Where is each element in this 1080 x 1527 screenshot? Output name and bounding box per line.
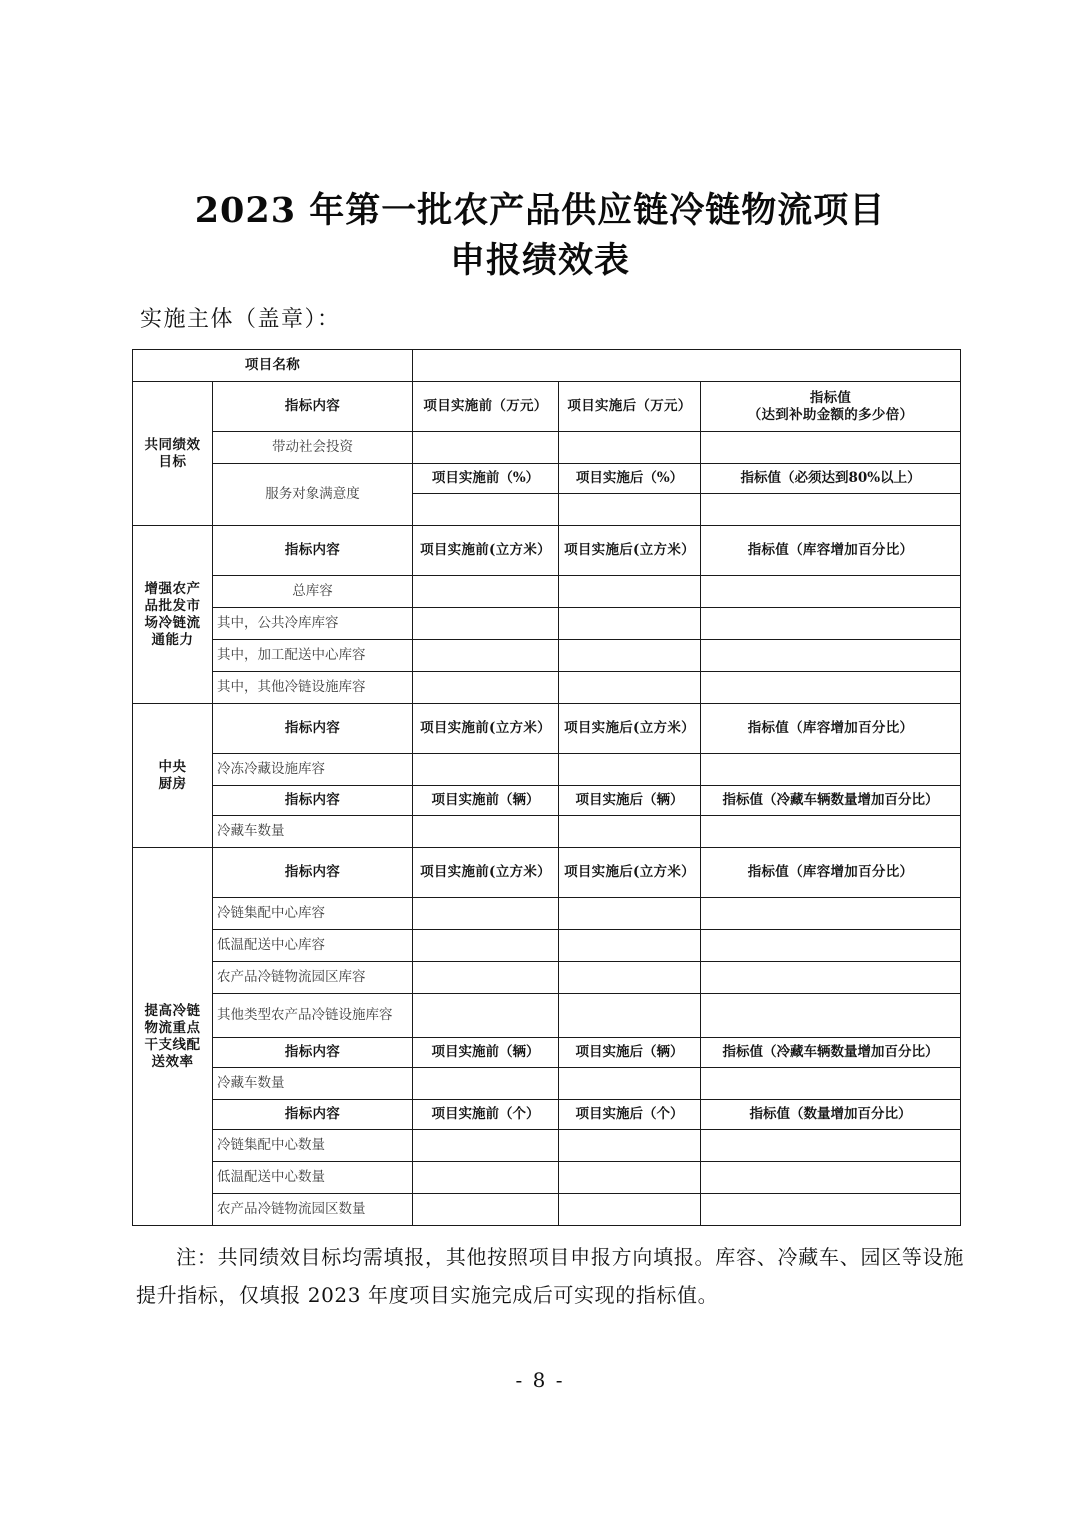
col-header-after: 项目实施后(立方米）	[559, 704, 701, 754]
title-line-2: 申报绩效表	[449, 240, 630, 281]
row-label-distribution-hub-capacity: 冷链集配中心库容	[213, 898, 413, 930]
title-line-1: 2023 年第一批农产品供应链冷链物流项目	[194, 190, 886, 231]
cell-after[interactable]	[559, 1162, 701, 1194]
cell-before[interactable]	[413, 432, 559, 464]
col-header-target-vehicles: 指标值（冷藏车辆数量增加百分比）	[701, 1038, 961, 1068]
cell-before[interactable]	[413, 576, 559, 608]
col-header-target: 指标值（库容增加百分比）	[701, 704, 961, 754]
table-row	[133, 350, 961, 382]
table-row	[133, 672, 961, 704]
project-name-label: 项目名称	[133, 350, 413, 382]
section-label-trunk-line-efficiency	[133, 848, 213, 1226]
table-row	[133, 640, 961, 672]
cell-target[interactable]	[701, 1194, 961, 1226]
cell-target[interactable]	[701, 816, 961, 848]
table-row	[133, 994, 961, 1038]
row-label-freezer-capacity: 冷冻冷藏设施库容	[213, 754, 413, 786]
cell-before[interactable]	[413, 640, 559, 672]
footnote-text: 注：共同绩效目标均需填报，其他按照项目申报方向填报。库容、冷藏车、园区等设施提升指标，仅填报 2023 年度项目实施完成后可实现的指标值。	[136, 1245, 964, 1307]
section-label-line-4: 通能力	[151, 631, 194, 648]
cell-target[interactable]	[701, 608, 961, 640]
section-label-line-2: 品批发市	[144, 597, 201, 614]
row-label-lowtemp-center-capacity: 低温配送中心库容	[213, 930, 413, 962]
section-label-line-1: 中央	[158, 758, 187, 775]
col-header-before: 项目实施前(立方米）	[413, 704, 559, 754]
col-header-item: 指标内容	[213, 786, 413, 816]
col-header-after: 项目实施后(立方米）	[559, 526, 701, 576]
row-label-logistics-park-capacity: 农产品冷链物流园区库容	[213, 962, 413, 994]
cell-after[interactable]	[559, 898, 701, 930]
col-header-target-pct: 指标值（必须达到80%以上）	[701, 464, 961, 494]
cell-after[interactable]	[559, 576, 701, 608]
table-row	[133, 1130, 961, 1162]
cell-target[interactable]	[701, 898, 961, 930]
cell-before[interactable]	[413, 754, 559, 786]
section-label-line-4: 送效率	[151, 1053, 194, 1070]
cell-after[interactable]	[559, 672, 701, 704]
cell-before[interactable]	[413, 1068, 559, 1100]
col-header-target	[701, 382, 961, 432]
row-label-total-capacity: 总库容	[213, 576, 413, 608]
cell-after[interactable]	[559, 432, 701, 464]
table-row	[133, 526, 961, 576]
table-row	[133, 1038, 961, 1068]
col-header-before: 项目实施前（万元）	[413, 382, 559, 432]
row-label-logistics-park-count: 农产品冷链物流园区数量	[213, 1194, 413, 1226]
cell-target[interactable]	[701, 994, 961, 1038]
cell-before[interactable]	[413, 1130, 559, 1162]
table-row	[133, 382, 961, 432]
col-header-after: 项目实施后(立方米）	[559, 848, 701, 898]
section-label-line-1: 增强农产	[144, 580, 201, 597]
col-header-target-line-2: （达到补助金额的多少倍）	[747, 406, 914, 423]
cell-target[interactable]	[701, 754, 961, 786]
cell-after[interactable]	[559, 1068, 701, 1100]
table-row	[133, 1068, 961, 1100]
col-header-target-vehicles: 指标值（冷藏车辆数量增加百分比）	[701, 786, 961, 816]
cell-before[interactable]	[413, 672, 559, 704]
row-label-other-facility-capacity: 其他类型农产品冷链设施库容	[213, 994, 413, 1038]
table-row	[133, 432, 961, 464]
section-label-line-2: 物流重点	[144, 1019, 201, 1036]
row-label-satisfaction: 服务对象满意度	[213, 464, 413, 526]
col-header-after-count: 项目实施后（个）	[559, 1100, 701, 1130]
row-label-other-coldchain: 其中，其他冷链设施库容	[213, 672, 413, 704]
project-name-value[interactable]	[413, 350, 961, 382]
table-row	[133, 1100, 961, 1130]
cell-before[interactable]	[413, 994, 559, 1038]
cell-before[interactable]	[413, 930, 559, 962]
table-row	[133, 848, 961, 898]
table-row	[133, 962, 961, 994]
cell-after[interactable]	[559, 640, 701, 672]
section-label-line-3: 干支线配	[144, 1036, 201, 1053]
section-label-line-1: 共同绩效	[144, 436, 201, 453]
cell-before[interactable]	[413, 1162, 559, 1194]
col-header-item: 指标内容	[213, 526, 413, 576]
cell-after[interactable]	[559, 1130, 701, 1162]
cell-before[interactable]	[413, 962, 559, 994]
page-title	[0, 186, 1080, 286]
col-header-before: 项目实施前(立方米）	[413, 526, 559, 576]
section-label-line-3: 场冷链流	[144, 614, 201, 631]
cell-before[interactable]	[413, 494, 559, 526]
table-row	[133, 898, 961, 930]
table-row	[133, 930, 961, 962]
col-header-target: 指标值（库容增加百分比）	[701, 848, 961, 898]
cell-target[interactable]	[701, 672, 961, 704]
col-header-after-pct: 项目实施后（%）	[559, 464, 701, 494]
table-row	[133, 1162, 961, 1194]
performance-table	[132, 349, 961, 1226]
cell-target[interactable]	[701, 494, 961, 526]
cell-before[interactable]	[413, 1194, 559, 1226]
cell-target[interactable]	[701, 930, 961, 962]
cell-after[interactable]	[559, 608, 701, 640]
row-label-processing-center: 其中，加工配送中心库容	[213, 640, 413, 672]
cell-before[interactable]	[413, 816, 559, 848]
cell-after[interactable]	[559, 930, 701, 962]
page-number: - 8 -	[515, 1368, 565, 1392]
col-header-item: 指标内容	[213, 382, 413, 432]
col-header-before-pct: 项目实施前（%）	[413, 464, 559, 494]
col-header-target-line-1: 指标值	[809, 389, 852, 406]
col-header-before: 项目实施前(立方米）	[413, 848, 559, 898]
table-row	[133, 1194, 961, 1226]
col-header-target: 指标值（库容增加百分比）	[701, 526, 961, 576]
col-header-after: 项目实施后（万元）	[559, 382, 701, 432]
col-header-item: 指标内容	[213, 1100, 413, 1130]
cell-after[interactable]	[559, 494, 701, 526]
table-row	[133, 576, 961, 608]
table-row	[133, 608, 961, 640]
row-label-social-investment: 带动社会投资	[213, 432, 413, 464]
section-label-line-2: 目标	[158, 453, 187, 470]
row-label-refrigerated-vehicles: 冷藏车数量	[213, 816, 413, 848]
row-label-public-coldstore: 其中，公共冷库库容	[213, 608, 413, 640]
cell-before[interactable]	[413, 898, 559, 930]
section-label-line-2: 厨房	[158, 775, 187, 792]
table-row	[133, 464, 961, 494]
cell-after[interactable]	[559, 1194, 701, 1226]
table-row	[133, 816, 961, 848]
cell-after[interactable]	[559, 816, 701, 848]
cell-target[interactable]	[701, 1130, 961, 1162]
cell-after[interactable]	[559, 754, 701, 786]
row-label-refrigerated-vehicles: 冷藏车数量	[213, 1068, 413, 1100]
col-header-target-count: 指标值（数量增加百分比）	[701, 1100, 961, 1130]
col-header-item: 指标内容	[213, 848, 413, 898]
cell-target[interactable]	[701, 1162, 961, 1194]
col-header-after-vehicles: 项目实施后（辆）	[559, 786, 701, 816]
cell-target[interactable]	[701, 962, 961, 994]
cell-target[interactable]	[701, 1068, 961, 1100]
cell-target[interactable]	[701, 640, 961, 672]
col-header-before-count: 项目实施前（个）	[413, 1100, 559, 1130]
col-header-before-vehicles: 项目实施前（辆）	[413, 1038, 559, 1068]
implementing-entity-label: 实施主体（盖章）：	[140, 307, 341, 332]
row-label-lowtemp-center-count: 低温配送中心数量	[213, 1162, 413, 1194]
cell-before[interactable]	[413, 608, 559, 640]
cell-target[interactable]	[701, 432, 961, 464]
col-header-item: 指标内容	[213, 704, 413, 754]
table-row	[133, 786, 961, 816]
table-row	[133, 704, 961, 754]
col-header-item: 指标内容	[213, 1038, 413, 1068]
col-header-after-vehicles: 项目实施后（辆）	[559, 1038, 701, 1068]
cell-target[interactable]	[701, 576, 961, 608]
table-footnote	[136, 1238, 964, 1314]
col-header-before-vehicles: 项目实施前（辆）	[413, 786, 559, 816]
cell-after[interactable]	[559, 962, 701, 994]
section-label-common-goals	[133, 382, 213, 526]
section-label-central-kitchen	[133, 704, 213, 848]
table-row	[133, 754, 961, 786]
section-label-wholesale-market	[133, 526, 213, 704]
cell-after[interactable]	[559, 994, 701, 1038]
row-label-distribution-hub-count: 冷链集配中心数量	[213, 1130, 413, 1162]
section-label-line-1: 提高冷链	[144, 1002, 201, 1019]
